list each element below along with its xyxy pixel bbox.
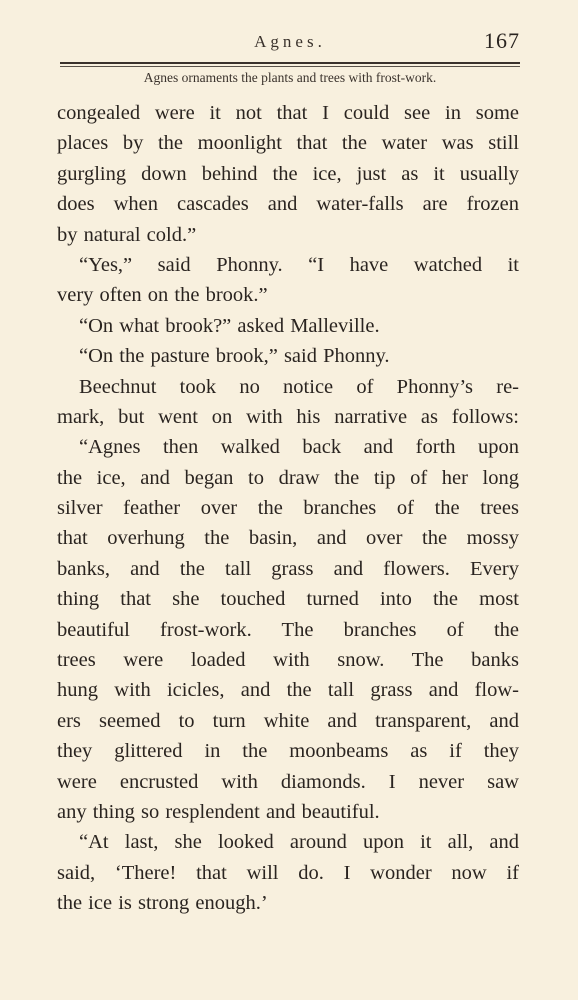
text-line: were encrusted with diamonds. I never saw [57,770,519,793]
page-header [60,28,520,58]
text-line: hung with icicles, and the tall grass and flow- [57,679,519,702]
text-line: places by the moonlight that the water was still [57,132,519,155]
text-line: ers seemed to turn white and transparent, and [57,709,519,732]
page-number: 167 [484,28,520,53]
text-line: Beechnut took no notice of Phonny’s re- [79,375,519,398]
header-rule-thin [60,66,520,67]
running-title: Agnes. [254,32,326,51]
text-line: silver feather over the branches of the trees [57,497,519,520]
text-line: said, ‘There! that will do. I wonder now if [57,861,519,884]
text-line: the ice is strong enough.’ [57,892,268,915]
body-text [57,98,519,919]
text-line: does when cascades and water-falls are frozen [57,193,519,216]
text-line: beautiful frost-work. The branches of the [57,618,519,641]
text-line: “Yes,” said Phonny. “I have watched it [79,253,519,276]
header-rule-thick [60,62,520,64]
text-line: gurgling down behind the ice, just as it usually [57,162,519,185]
page-headnote: Agnes ornaments the plants and trees with frost-work. [143,70,437,85]
text-line: “On what brook?” asked Malleville. [79,314,380,337]
text-line: they glittered in the moonbeams as if they [57,740,519,763]
text-line: trees were loaded with snow. The banks [57,649,519,672]
text-line: the ice, and began to draw the tip of her long [57,466,519,489]
text-line: “Agnes then walked back and forth upon [79,436,519,459]
text-line: mark, but went on with his narrative as follows: [57,405,519,428]
text-line: “On the pasture brook,” said Phonny. [79,345,390,368]
text-line: that overhung the basin, and over the mossy [57,527,519,550]
text-line: any thing so resplendent and beautiful. [57,800,380,823]
text-line: “At last, she looked around upon it all, and [79,831,519,854]
text-line: very often on the brook.” [57,284,268,307]
text-line: banks, and the tall grass and flowers. Every [57,557,519,580]
text-line: thing that she touched turned into the most [57,588,519,611]
text-line: by natural cold.” [57,223,197,246]
text-line: congealed were it not that I could see in some [57,102,519,124]
